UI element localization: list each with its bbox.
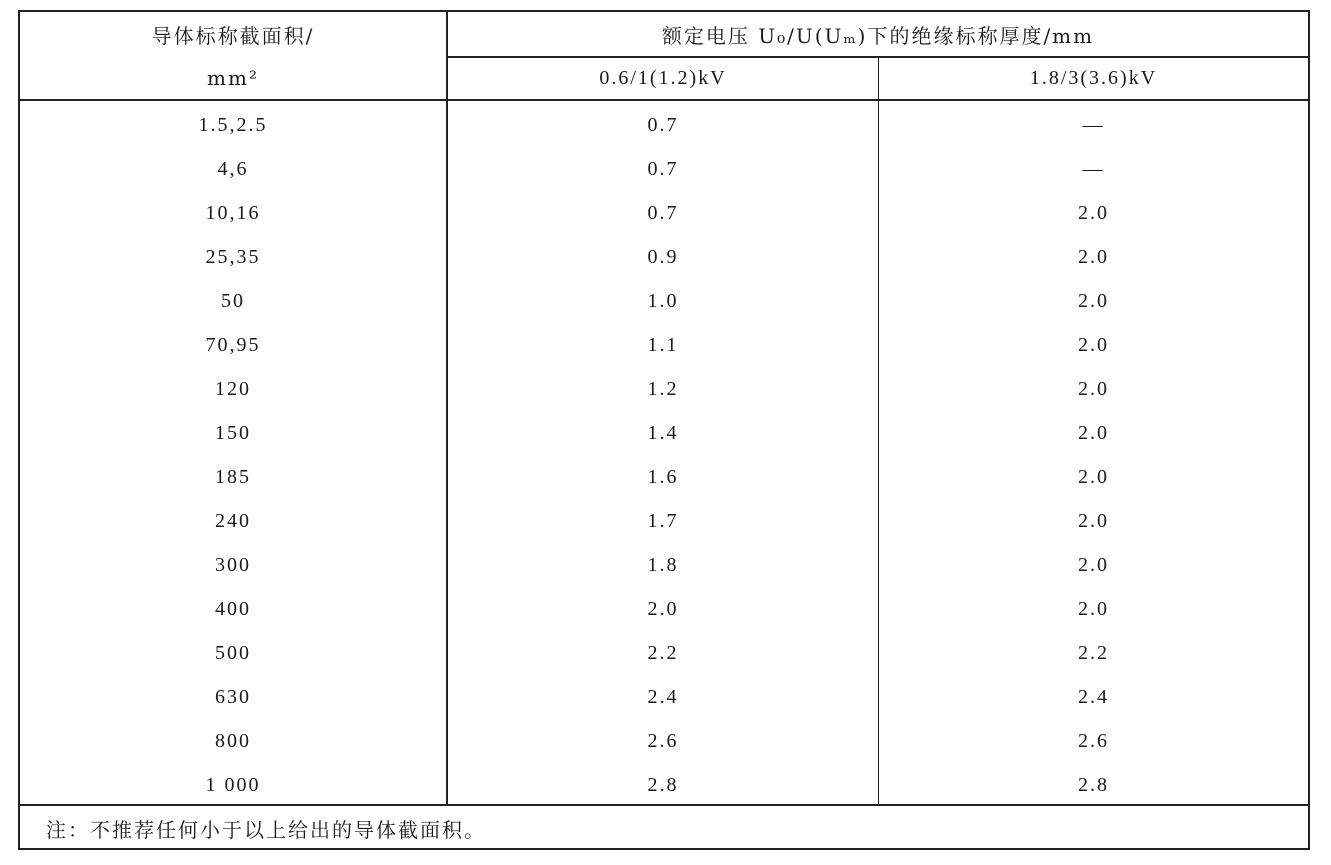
cell-thickness-1-8kv: 2.6 [1078, 729, 1109, 752]
cell-thickness-1-8kv: — [1082, 157, 1105, 180]
cell-thickness-1-8kv: 2.4 [1078, 685, 1109, 708]
cell-thickness-0-6kv: 2.2 [647, 641, 679, 664]
cell-conductor-area: 400 [215, 597, 251, 620]
cell-thickness-1-8kv: 2.0 [1078, 289, 1109, 312]
cell-conductor-area: 630 [215, 685, 251, 708]
header-voltage-1-8kv: 1.8/3(3.6)kV [1029, 67, 1158, 89]
cell-thickness-1-8kv: 2.0 [1078, 465, 1109, 488]
cell-thickness-0-6kv: 0.9 [647, 245, 679, 268]
cell-conductor-area: 185 [215, 465, 251, 488]
cell-thickness-0-6kv: 1.8 [647, 553, 679, 576]
header-bottom-rule [18, 99, 1310, 101]
cell-thickness-0-6kv: 2.6 [647, 729, 679, 752]
cell-thickness-0-6kv: 1.4 [647, 421, 679, 444]
cell-conductor-area: 50 [221, 289, 245, 312]
cell-thickness-0-6kv: 1.2 [647, 377, 679, 400]
cell-conductor-area: 240 [215, 509, 251, 532]
cell-thickness-1-8kv: 2.0 [1078, 509, 1109, 532]
cell-thickness-1-8kv: 2.0 [1078, 553, 1109, 576]
table-note: 注：不推荐任何小于以上给出的导体截面积。 [46, 817, 486, 842]
cell-thickness-0-6kv: 1.7 [647, 509, 679, 532]
cell-thickness-0-6kv: 0.7 [647, 201, 679, 224]
cell-thickness-0-6kv: 2.0 [647, 597, 679, 620]
cell-thickness-1-8kv: 2.0 [1078, 201, 1109, 224]
cell-thickness-0-6kv: 1.0 [647, 289, 679, 312]
cell-conductor-area: 70,95 [205, 333, 261, 356]
cell-conductor-area: 150 [215, 421, 251, 444]
cell-thickness-0-6kv: 0.7 [647, 157, 679, 180]
header-voltage-group: 额定电压 U₀/U(Uₘ)下的绝缘标称厚度/mm [661, 23, 1095, 48]
cell-thickness-0-6kv: 2.4 [647, 685, 679, 708]
cell-thickness-0-6kv: 1.1 [647, 333, 679, 356]
cell-thickness-1-8kv: — [1082, 113, 1105, 136]
cell-thickness-1-8kv: 2.0 [1078, 333, 1109, 356]
cell-thickness-0-6kv: 0.7 [647, 113, 679, 136]
cell-conductor-area: 800 [215, 729, 251, 752]
cell-conductor-area: 1 000 [205, 773, 261, 796]
cell-thickness-0-6kv: 1.6 [647, 465, 679, 488]
cell-conductor-area: 10,16 [205, 201, 261, 224]
cell-conductor-area: 500 [215, 641, 251, 664]
header-voltage-0-6kv: 0.6/1(1.2)kV [599, 67, 727, 89]
cell-thickness-1-8kv: 2.0 [1078, 377, 1109, 400]
cell-thickness-1-8kv: 2.0 [1078, 421, 1109, 444]
cell-conductor-area: 1.5,2.5 [198, 113, 268, 136]
cell-thickness-1-8kv: 2.0 [1078, 597, 1109, 620]
cell-thickness-1-8kv: 2.8 [1078, 773, 1109, 796]
cell-thickness-0-6kv: 2.8 [647, 773, 679, 796]
cell-conductor-area: 4,6 [217, 157, 249, 180]
cell-conductor-area: 120 [215, 377, 251, 400]
cell-conductor-area: 300 [215, 553, 251, 576]
header-area-label: 导体标称截面积/ [151, 23, 315, 48]
cell-thickness-1-8kv: 2.0 [1078, 245, 1109, 268]
cell-conductor-area: 25,35 [205, 245, 261, 268]
header-area-unit: mm² [207, 65, 259, 90]
cell-thickness-1-8kv: 2.2 [1078, 641, 1109, 664]
